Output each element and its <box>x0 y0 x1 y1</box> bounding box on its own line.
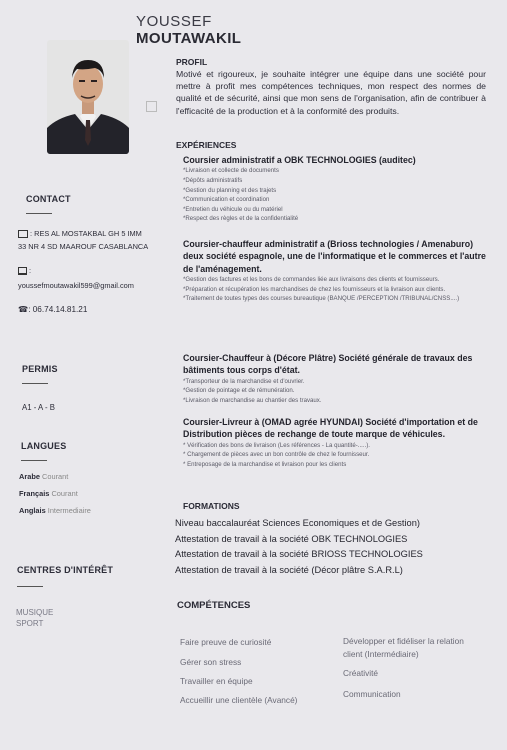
competences-heading: COMPÉTENCES <box>177 600 251 611</box>
langues-divider <box>21 460 47 461</box>
competence-item: client (Intermédiaire) <box>343 649 419 659</box>
job-title: Coursier-Livreur à (OMAD agrée HYUNDAI) Société d'importation et de Distribution pièces de rechange de toute marque de véhicules. <box>183 417 478 440</box>
competence-item: Gérer son stress <box>180 657 242 667</box>
job-title: Coursier administratif a OBK TECHNOLOGIES (auditec) <box>183 155 416 165</box>
job-task: * Chargement de pièces avec un bon contrôle de chez le fournisseur. <box>183 451 370 459</box>
job-entry <box>183 352 489 406</box>
formation-item: Attestation de travail à la société (Décor plâtre S.A.R.L) <box>175 564 403 575</box>
language-item <box>19 489 78 498</box>
formations-heading: FORMATIONS <box>183 501 240 511</box>
envelope-icon <box>18 230 28 238</box>
contact-divider <box>26 213 52 214</box>
competence-item: Accueillir une clientèle (Avancé) <box>180 695 298 705</box>
job-task: *Livraison et collecte de documents <box>183 167 279 175</box>
job-task: *Transporteur de la marchandise et d'ouvrier. <box>183 377 305 385</box>
interests-heading: CENTRES D'INTÉRÊT <box>17 565 114 575</box>
job-task: * Entreposage de la marchandise et livraison pour les clients <box>183 461 347 468</box>
contact-heading: CONTACT <box>26 194 71 204</box>
competence-item: Communication <box>343 689 401 699</box>
sidebar <box>0 0 172 750</box>
portrait-illustration <box>47 40 129 154</box>
formations-list <box>175 516 423 578</box>
job-title: Coursier-chauffeur administratif a (Brioss technologies / Amenaburo) deux société espagnole, une de l'informatique et le commerces et l'autre de l'aménagement. <box>183 239 486 274</box>
interests-divider <box>17 586 43 587</box>
experiences-heading: EXPÉRIENCES <box>176 140 237 150</box>
job-task: * Vérification des bons de livraison (Les références - La quantité-.....). <box>183 441 370 449</box>
formation-item: Attestation de travail à la société OBK TECHNOLOGIES <box>175 533 408 544</box>
contact-phone[interactable] <box>18 304 87 314</box>
permis-divider <box>22 383 48 384</box>
permis-value: A1 - A - B <box>22 403 55 412</box>
competence-item: Travailler en équipe <box>180 676 253 686</box>
job-title: Coursier-Chauffeur à (Décore Plâtre) Société générale de travaux des bâtiments tous corps d'état. <box>183 353 473 376</box>
contact-email-label <box>18 266 31 275</box>
interest-item: MUSIQUE <box>16 608 54 617</box>
address-line1-text: : RES AL MOSTAKBAL GH 5 IMM <box>30 229 142 238</box>
formation-item: Niveau baccalauréat Sciences Economiques et de Gestion) <box>175 518 420 528</box>
competence-item: Créativité <box>343 668 379 678</box>
language-name: Anglais <box>19 506 46 515</box>
job-task: *Gestion des factures et les bons de commandes liée aux livraisons des clients et fournisseurs. <box>183 276 440 284</box>
job-task: *Préparation et récupération les marchandises de chez les fournisseurs et la livraison aux clients. <box>183 285 446 293</box>
formation-item: Attestation de travail à la société BRIOSS TECHNOLOGIES <box>175 549 423 560</box>
profile-text: Motivé et rigoureux, je souhaite intégrer une équipe dans une société pour mettre à profit mes compétences techniques, mon respect des normes de qualité et de sécurité, ainsi que mon sens de l'organisation, afin de contribuer à l'efficacité de la production et à la conformité des produits. <box>176 69 486 116</box>
job-task: *Respect des règles et de la confidentialité <box>183 215 299 223</box>
contact-address-line1 <box>18 229 142 238</box>
job-task: *Gestion du planning et des trajets <box>183 186 277 194</box>
job-entry <box>183 416 489 470</box>
computer-icon <box>18 267 27 275</box>
language-level: Intermediaire <box>47 506 91 515</box>
language-item <box>19 506 91 515</box>
first-name: YOUSSEF <box>136 13 212 30</box>
job-task: *Communication et coordination <box>183 196 270 204</box>
competence-item: Développer et fidéliser la relation <box>343 636 464 646</box>
profile-photo <box>47 40 129 154</box>
contact-address-line2: 33 NR 4 SD MAAROUF CASABLANCA <box>18 242 149 251</box>
language-name: Arabe <box>19 472 40 481</box>
permis-heading: PERMIS <box>22 364 58 374</box>
language-item <box>19 472 68 481</box>
language-level: Courant <box>42 472 69 481</box>
profile-heading: PROFIL <box>176 57 208 67</box>
last-name: MOUTAWAKIL <box>136 30 242 47</box>
job-task: *Traitement de toutes types des courses bureautique (BANQUE /PERCEPTION /TRIBUNAL/CNSS....) <box>183 295 460 303</box>
email-label-text: : <box>29 266 32 275</box>
interest-item: SPORT <box>16 619 44 628</box>
langues-heading: LANGUES <box>21 441 67 451</box>
job-task: *Entretien du véhicule ou du matériel <box>183 205 283 213</box>
contact-email[interactable]: youssefmoutawakil599@gmail.com <box>18 281 134 290</box>
phone-icon: ☎ <box>18 305 29 314</box>
job-task: *Gestion de pointage et de rémunération. <box>183 387 295 395</box>
job-task: *Dépôts administratifs <box>183 177 243 184</box>
language-level: Courant <box>51 489 78 498</box>
language-name: Français <box>19 489 50 498</box>
decorative-square <box>146 101 157 112</box>
job-entry <box>183 154 489 224</box>
phone-text: : 06.74.14.81.21 <box>28 305 88 314</box>
job-entry <box>183 238 489 304</box>
competence-item: Faire preuve de curiosité <box>180 637 272 647</box>
job-task: *Livraison de marchandise au chantier des travaux. <box>183 397 322 404</box>
